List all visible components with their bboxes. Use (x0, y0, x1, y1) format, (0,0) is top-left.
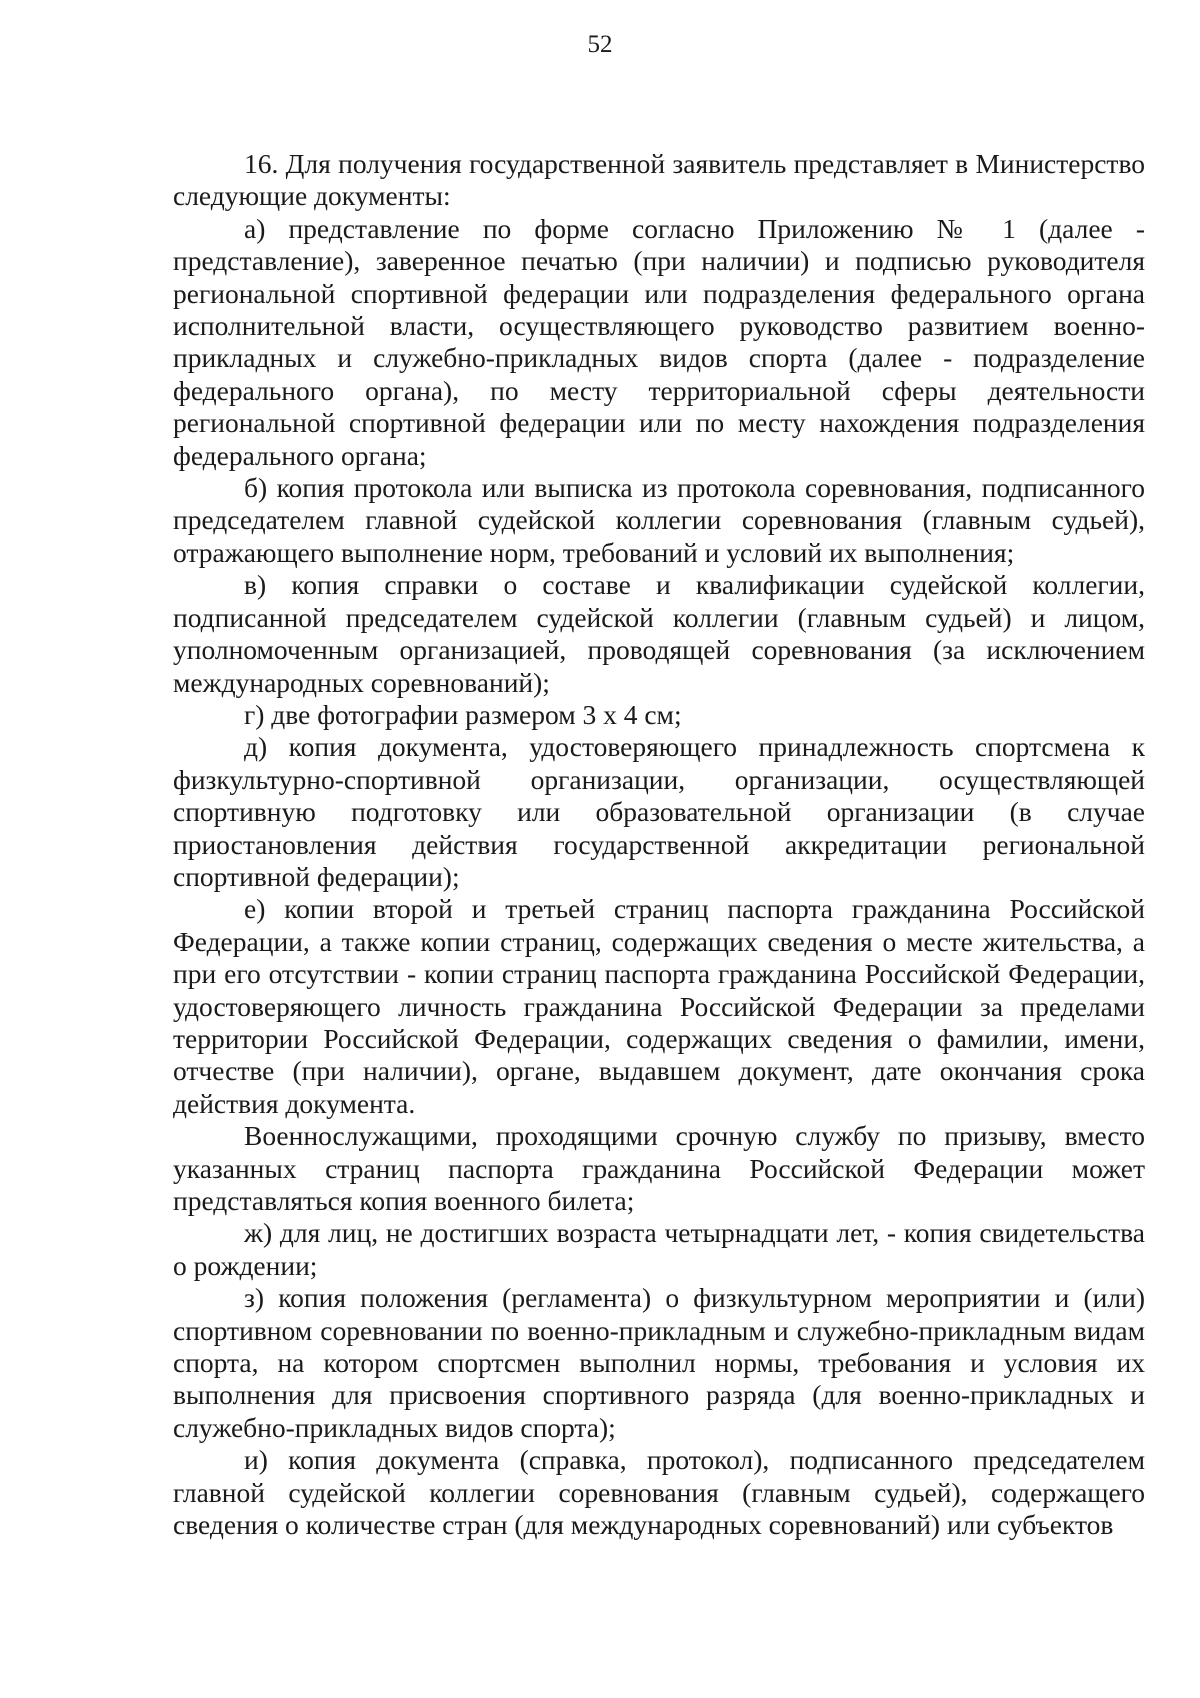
paragraph-16: 16. Для получения государственной заявитель представляет в Министерство следующие документы: (173, 148, 1145, 212)
document-body (173, 148, 1145, 1541)
paragraph-v: в) копия справки о составе и квалификации судейской коллегии, подписанной председателем судейской коллегии (главным судьей) и лицом, уполномоченным организацией, проводящей соревнования (за исключением международных соревнований); (173, 569, 1145, 698)
paragraph-a: а) представление по форме согласно Приложению № 1 (далее - представление), заверенное печатью (при наличии) и подписью руководителя региональной спортивной федерации или подразделения федерального органа исполнительной власти, осуществляющего руководство развитием военно-прикладных и служебно-прикладных видов спорта (далее - подразделение федерального органа), по месту территориальной сферы деятельности региональной спортивной федерации или по месту нахождения подразделения федерального органа; (173, 212, 1145, 471)
paragraph-b: б) копия протокола или выписка из протокола соревнования, подписанного председателем главной судейской коллегии соревнования (главным судьей), отражающего выполнение норм, требований и условий их выполнения; (173, 472, 1145, 568)
paragraph-zh: ж) для лиц, не достигших возраста четырнадцати лет, - копия свидетельства о рождении; (173, 1217, 1145, 1281)
page-number: 52 (587, 31, 613, 58)
paragraph-z: з) копия положения (регламента) о физкультурном мероприятии и (или) спортивном соревновании по военно-прикладным и служебно-прикладным видам спорта, на котором спортсмен выполнил нормы, требования и условия их выполнения для присвоения спортивного разряда (для военно-прикладных и служебно-прикладных видов спорта); (173, 1282, 1145, 1443)
paragraph-g: г) две фотографии размером 3 х 4 см; (244, 698, 682, 730)
paragraph-e: е) копии второй и третьей страниц паспорта гражданина Российской Федерации, а также копии страниц, содержащих сведения о месте жительства, а при его отсутствии - копии страниц паспорта гражданина Российской Федерации, удостоверяющего личность гражданина Российской Федерации за пределами территории Российской Федерации, содержащих сведения о фамилии, имени, отчестве (при наличии), органе, выдавшем документ, дате окончания срока действия документа. (173, 893, 1145, 1119)
paragraph-military: Военнослужащими, проходящими срочную службу по призыву, вместо указанных страниц паспорта гражданина Российской Федерации может представляться копия военного билета; (173, 1120, 1145, 1216)
paragraph-d: д) копия документа, удостоверяющего принадлежность спортсмена к физкультурно-спортивной организации, организации, осуществляющей спортивную подготовку или образовательной организации (в случае приостановления действия государственной аккредитации региональной спортивной федерации); (173, 731, 1145, 892)
paragraph-i: и) копия документа (справка, протокол), подписанного председателем главной судейской коллегии соревнования (главным судьей), содержащего сведения о количестве стран (для международных соревнований) или субъектов (173, 1444, 1145, 1541)
